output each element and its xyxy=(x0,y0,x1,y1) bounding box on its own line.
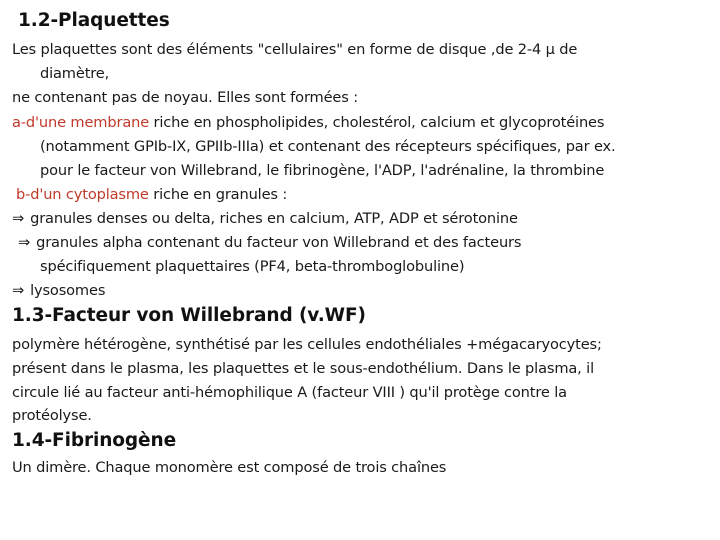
section-title-fibrinogen: 1.4-Fibrinogène xyxy=(12,430,177,451)
vwf-line-2: présent dans le plasma, les plaquettes et le sous-endothélium. Dans le plasma, il xyxy=(12,360,594,377)
right-arrow-icon: ⇒ xyxy=(12,282,25,299)
granule-item-lysosomes xyxy=(12,281,105,301)
right-arrow-icon: ⇒ xyxy=(12,210,25,227)
granule-item-dense xyxy=(12,209,518,229)
granule-lysosomes-text: lysosomes xyxy=(30,282,106,299)
right-arrow-icon: ⇒ xyxy=(18,234,31,251)
granule-alpha-line-2: spécifiquement plaquettaires (PF4, beta-thromboglobuline) xyxy=(40,258,465,275)
granule-dense-text: granules denses ou delta, riches en calcium, ATP, ADP et sérotonine xyxy=(30,210,518,227)
platelets-intro-line-3: ne contenant pas de noyau. Elles sont formées : xyxy=(12,89,358,106)
membrane-item xyxy=(12,113,604,133)
membrane-line-3: pour le facteur von Willebrand, le fibrinogène, l'ADP, l'adrénaline, la thrombine xyxy=(40,162,605,179)
membrane-line-2: (notamment GPIb-IX, GPIIb-IIIa) et contenant des récepteurs spécifiques, par ex. xyxy=(40,138,616,155)
vwf-line-1: polymère hétérogène, synthétisé par les cellules endothéliales +mégacaryocytes; xyxy=(12,336,602,353)
cytoplasm-highlight: b-d'un cytoplasme xyxy=(16,186,149,203)
platelets-intro-line-2: diamètre, xyxy=(40,65,110,82)
cytoplasm-item xyxy=(16,185,287,205)
platelets-intro-line-1: Les plaquettes sont des éléments "cellulaires" en forme de disque ,de 2-4 µ de xyxy=(12,41,578,58)
membrane-highlight: a-d'une membrane xyxy=(12,114,150,131)
section-title-platelets: 1.2-Plaquettes xyxy=(18,10,170,31)
membrane-text: riche en phospholipides, cholestérol, calcium et glycoprotéines xyxy=(149,114,605,131)
fibrinogen-line-1: Un dimère. Chaque monomère est composé de trois chaînes xyxy=(12,459,447,476)
vwf-line-3: circule lié au facteur anti-hémophilique A (facteur VIII ) qu'il protège contre la xyxy=(12,384,567,401)
granule-alpha-text: granules alpha contenant du facteur von Willebrand et des facteurs xyxy=(36,234,522,251)
section-title-vwf: 1.3-Facteur von Willebrand (v.WF) xyxy=(12,305,366,326)
cytoplasm-text: riche en granules : xyxy=(148,186,288,203)
vwf-line-4: protéolyse. xyxy=(12,407,92,424)
granule-item-alpha xyxy=(18,233,521,253)
